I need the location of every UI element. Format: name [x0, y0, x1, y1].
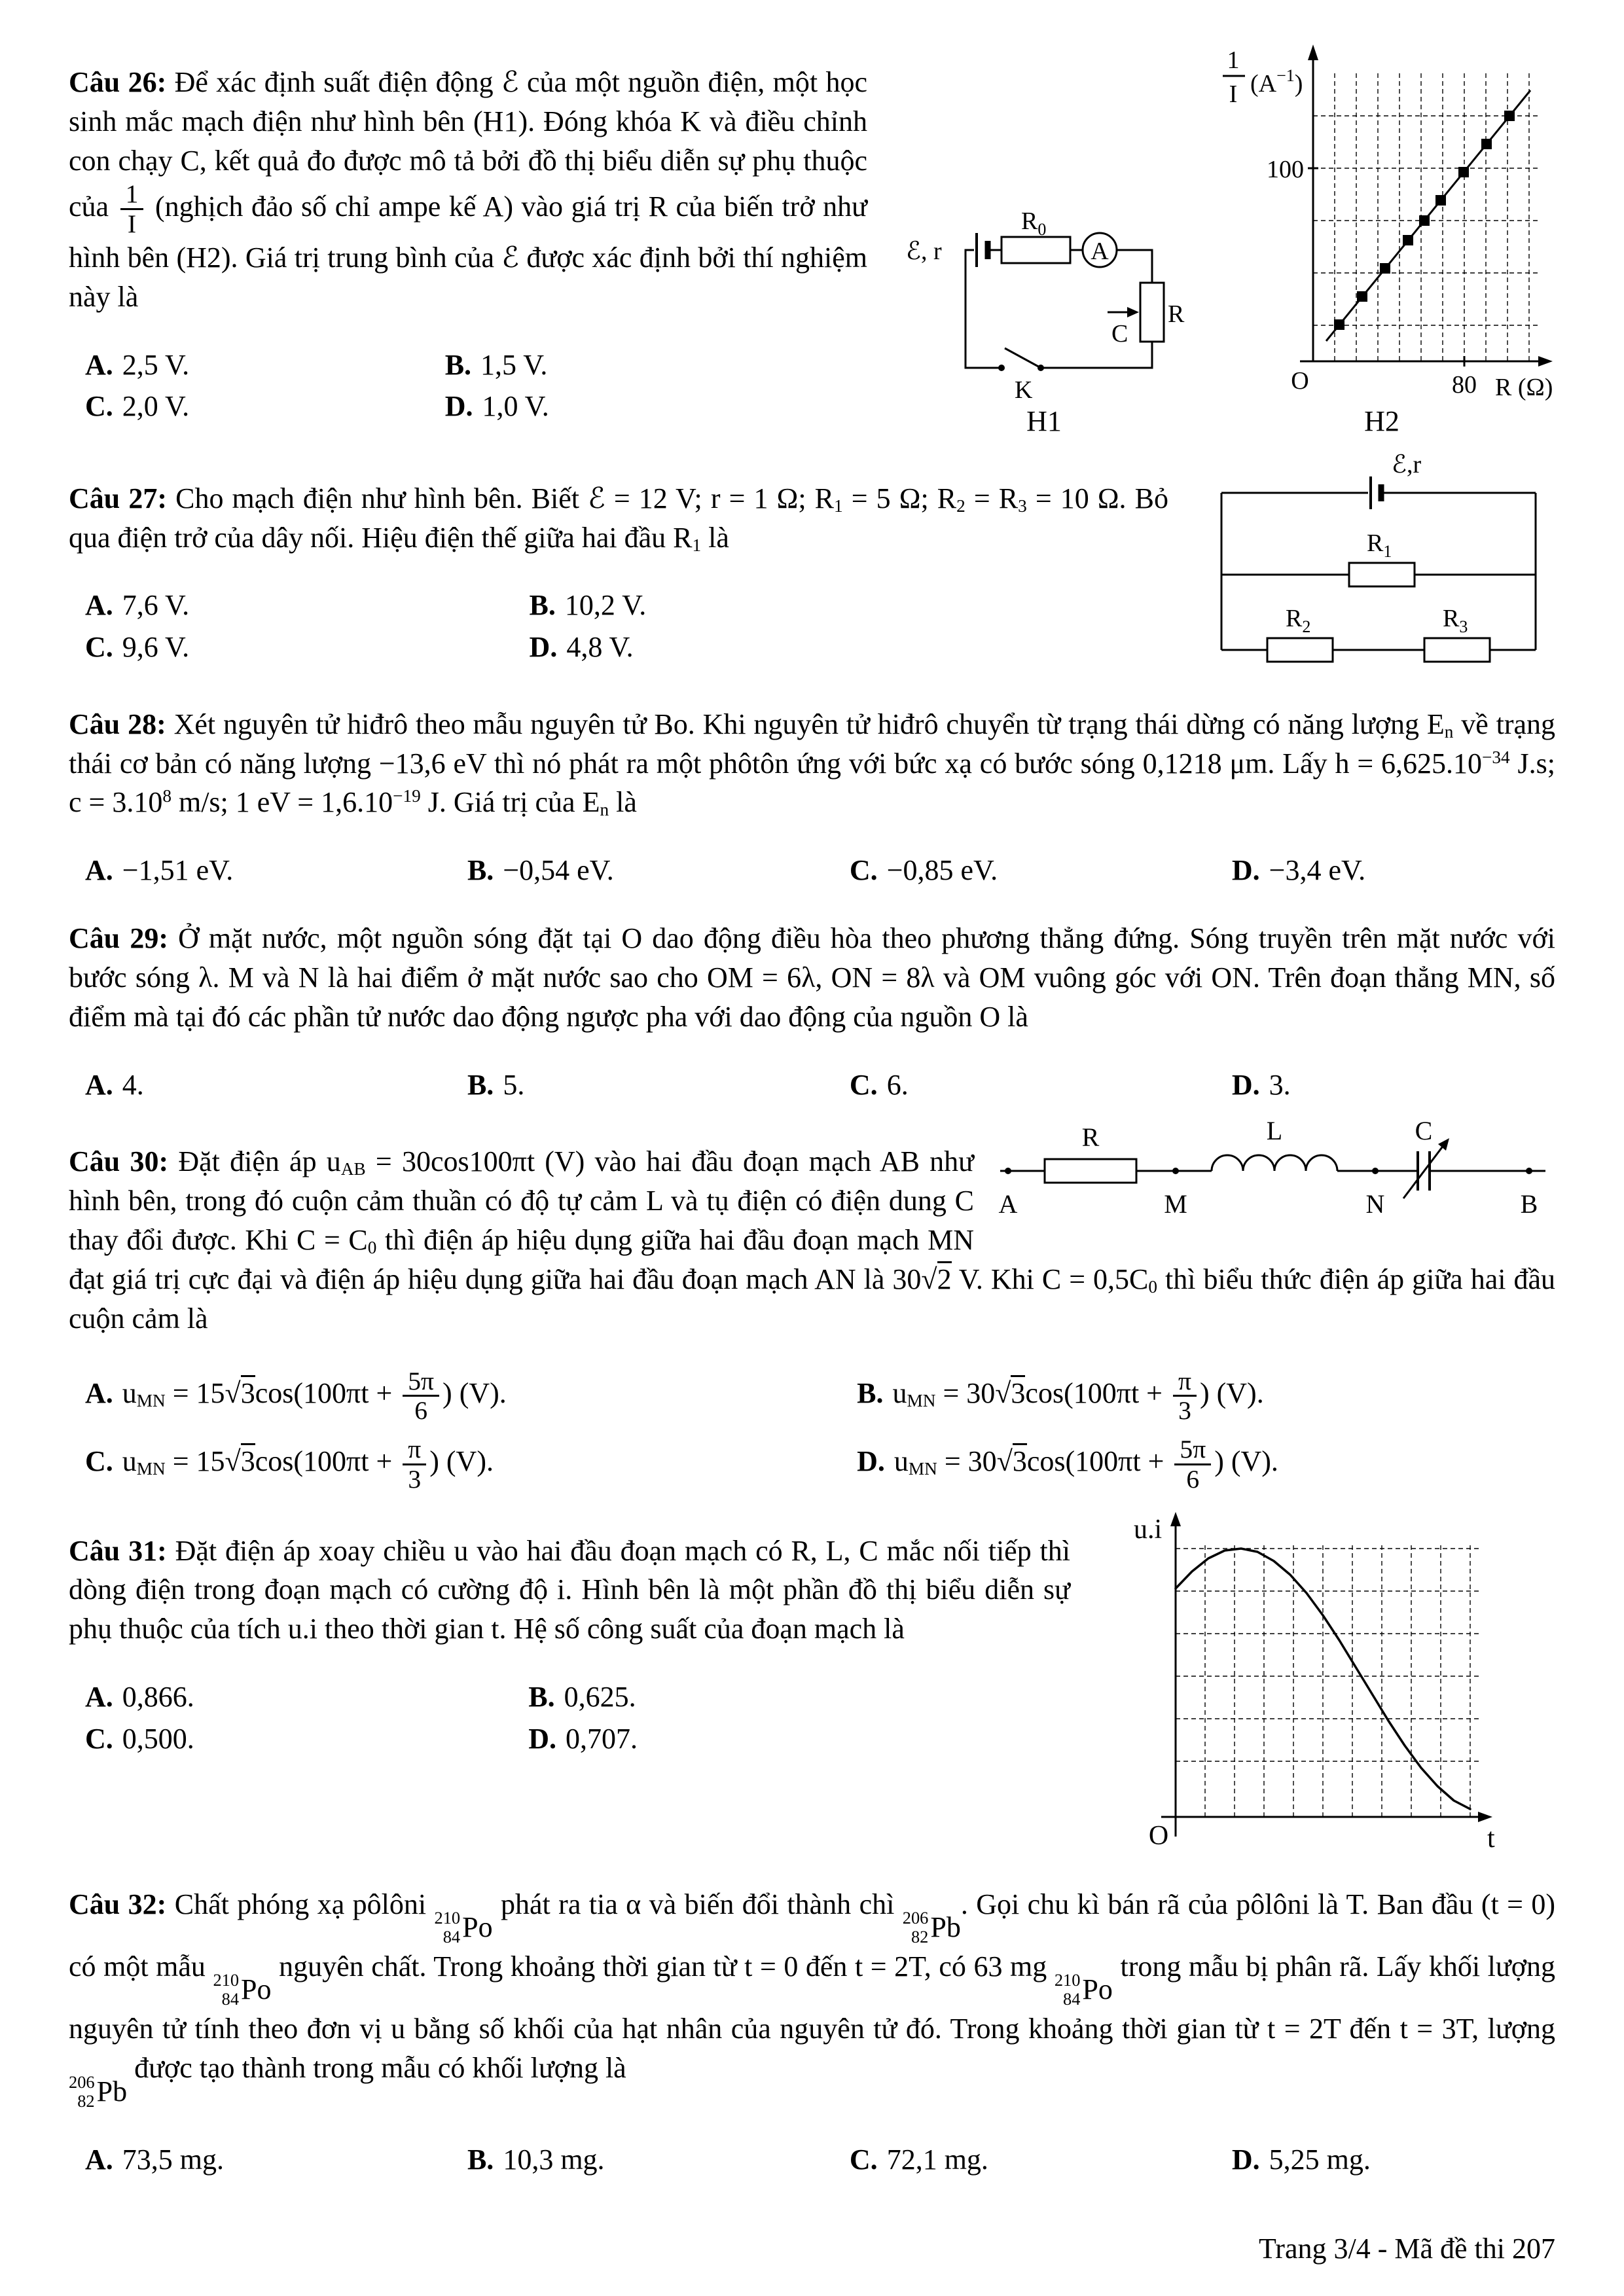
origin-label: O	[1148, 1820, 1168, 1851]
option-30-a	[85, 1367, 857, 1426]
question-26-body: Để xác định suất điện động ℰ của một nguồn điện, một học sinh mắc mạch điện như hình bên (H1). Đóng khóa K và điều chỉnh con chạy C, kết quả đo được mô tả bởi đồ thị biểu diễn sự phụ thuộc của $\frac{1}{I}$ (nghịch đảo số chỉ ampe kế A) vào giá trị R của biến trở như hình bên (H2). Giá trị trung bình của ℰ được xác định bởi thí nghiệm này là	[69, 66, 867, 313]
node-b-label: B	[1520, 1189, 1538, 1219]
question-31-label: Câu 31:	[69, 1534, 167, 1567]
question-28-text	[69, 705, 1555, 822]
question-26-options-row2	[69, 387, 867, 426]
option-value: −3,4 eV.	[1269, 854, 1366, 887]
option-value: −1,51 eV.	[122, 854, 234, 887]
option-value: $u_{MN} = 15√3\cos(100\pi t$ + $\frac{5\pi}{6}$ ) (V).	[122, 1366, 507, 1426]
option-letter: C.	[85, 1445, 113, 1478]
question-26-text	[69, 63, 867, 317]
q27-circuit-diagram	[1202, 450, 1555, 676]
option-28-a	[85, 851, 467, 890]
option-28-c	[850, 851, 1232, 890]
question-27-body: Cho mạch điện như hình bên. Biết ℰ = 12 V; r = 1 Ω; $R_1 = 5$ Ω; $R_2 = R_3 = 10$ Ω. Bỏ qua điện trở của dây nối. Hiệu điện thế giữa hai đầu $R_1$ là	[69, 482, 1168, 555]
circuit-wires	[965, 250, 1152, 368]
h1-circuit-diagram	[903, 204, 1185, 401]
option-value: 7,6 V.	[122, 589, 190, 622]
option-letter: B.	[467, 854, 494, 887]
option-letter: A.	[85, 854, 113, 887]
h2-graph	[1208, 34, 1555, 401]
question-28-label: Câu 28:	[69, 708, 166, 740]
option-30-c	[85, 1435, 857, 1494]
option-27-a	[85, 586, 530, 625]
option-value: 5.	[503, 1068, 525, 1101]
slider-arrow-icon	[1108, 307, 1139, 317]
battery-label: ℰ, r	[906, 238, 942, 265]
question-27-left	[69, 450, 1168, 667]
option-letter: D.	[1231, 2143, 1260, 2176]
option-letter: B.	[467, 2143, 494, 2176]
option-value: 72,1 mg.	[886, 2143, 988, 2176]
option-value: 10,2 V.	[564, 589, 647, 622]
resistor-r0-symbol	[1001, 237, 1070, 263]
rheostat-symbol	[1140, 283, 1164, 342]
option-27-d	[530, 628, 1168, 667]
option-letter: D.	[528, 1722, 557, 1755]
question-27-text	[69, 479, 1168, 558]
option-letter: B.	[444, 348, 472, 381]
option-29-c	[850, 1066, 1232, 1105]
option-26-a	[85, 346, 445, 385]
gridlines	[1176, 1545, 1480, 1817]
option-letter: A.	[85, 589, 113, 622]
y-axis-label: u.i	[1133, 1514, 1162, 1545]
option-letter: C.	[849, 854, 878, 887]
option-value: 1,5 V.	[480, 348, 548, 381]
resistor-r2-symbol	[1267, 638, 1333, 662]
rheostat-label: R	[1168, 300, 1185, 328]
option-letter: C.	[849, 1068, 878, 1101]
question-27-label: Câu 27:	[69, 482, 167, 514]
option-value: 3.	[1269, 1068, 1291, 1101]
y-axis-arrow	[1308, 45, 1318, 60]
x-axis-arrow	[1538, 356, 1553, 367]
option-27-b	[530, 586, 1168, 625]
axes	[1161, 1521, 1483, 1837]
option-32-d	[1232, 2140, 1555, 2179]
node-a-label: A	[998, 1189, 1018, 1219]
question-26-left	[69, 34, 867, 426]
option-letter: C.	[85, 390, 113, 423]
question-32-text	[69, 1885, 1555, 2111]
option-letter: D.	[1231, 854, 1260, 887]
option-28-d	[1232, 851, 1555, 890]
circuit-wires	[1221, 493, 1536, 650]
question-32-options	[69, 2140, 1555, 2179]
inductor-label: L	[1266, 1119, 1283, 1146]
battery-symbol	[977, 233, 988, 267]
question-31-body: Đặt điện áp xoay chiều u vào hai đầu đoạn mạch có R, L, C mắc nối tiếp thì dòng điện trong đoạn mạch có cường độ i. Hình bên là một phần đồ thị biểu diễn sự phụ thuộc của tích u.i theo thời gian t. Hệ số công suất của đoạn mạch là	[69, 1534, 1070, 1645]
inductor-symbol	[1212, 1155, 1337, 1171]
figure-h2	[1208, 34, 1555, 441]
option-value: 2,5 V.	[122, 348, 190, 381]
option-letter: C.	[85, 631, 113, 664]
option-letter: D.	[1231, 1068, 1260, 1101]
question-27-figure	[1168, 450, 1555, 676]
question-30-body: Đặt điện áp $u_{AB} = 30\cos 100\pi t$ (V) vào hai đầu đoạn mạch AB như hình bên, trong đó cuộn cảm thuần có độ tự cảm L và tụ điện có điện dung C thay đổi được. Khi $C = C_0$ thì điện áp hiệu dụng giữa hai đầu đoạn mạch MN đạt giá trị cực đại và điện áp hiệu dụng giữa hai đầu đoạn mạch AN là 30√2 V. Khi $C = 0,5C_0$ thì biểu thức điện áp giữa hai đầu cuộn cảm là	[69, 1145, 1555, 1335]
question-31-text	[69, 1532, 1070, 1649]
r2-label: $R_2$	[1286, 604, 1311, 636]
page-footer: Trang 3/4 - Mã đề thi 207	[1258, 2233, 1555, 2265]
option-letter: A.	[85, 1068, 113, 1101]
ammeter-label: A	[1091, 238, 1109, 265]
switch-label: K	[1015, 376, 1033, 401]
question-30-figure	[992, 1119, 1555, 1223]
option-31-c	[85, 1719, 528, 1759]
node-m-label: M	[1164, 1189, 1187, 1219]
question-30-options-row1	[69, 1367, 1555, 1426]
option-value: $u_{MN} = 15√3\cos(100\pi t$ + $\frac{\pi}{3}$ ) (V).	[122, 1435, 494, 1494]
option-30-d	[857, 1435, 1555, 1494]
option-26-c	[85, 387, 445, 426]
option-letter: C.	[85, 1722, 113, 1755]
question-27-options-row1	[69, 586, 1168, 625]
option-value: 0,866.	[122, 1681, 194, 1713]
option-letter: D.	[857, 1445, 885, 1478]
option-letter: D.	[444, 390, 473, 423]
option-letter: A.	[85, 348, 113, 381]
question-29-options	[69, 1066, 1555, 1105]
option-letter: A.	[85, 2143, 113, 2176]
x-axis-label: t	[1487, 1823, 1495, 1854]
question-27	[69, 450, 1555, 676]
option-value: 1,0 V.	[482, 390, 549, 423]
question-26-options-row1	[69, 346, 867, 385]
option-32-b	[467, 2140, 850, 2179]
question-29	[69, 919, 1555, 1104]
question-30-options-row2	[69, 1435, 1555, 1494]
x-tick-80: 80	[1452, 371, 1477, 399]
q31-power-graph	[1117, 1503, 1509, 1856]
question-28	[69, 705, 1555, 890]
switch-symbol	[998, 348, 1044, 371]
option-value: 6.	[886, 1068, 909, 1101]
option-29-a	[85, 1066, 467, 1105]
question-32	[69, 1885, 1555, 2179]
option-value: −0,85 eV.	[886, 854, 998, 887]
option-value: $u_{MN} = 30√3\cos(100\pi t$ + $\frac{5\pi}{6}$ ) (V).	[893, 1435, 1278, 1494]
resistor-r3-symbol	[1424, 638, 1490, 662]
option-value: −0,54 eV.	[503, 854, 614, 887]
question-29-text	[69, 919, 1555, 1036]
option-29-b	[467, 1066, 850, 1105]
option-letter: C.	[849, 2143, 878, 2176]
question-31-options-row2	[69, 1719, 1070, 1759]
question-31-left	[69, 1503, 1070, 1759]
question-27-options-row2	[69, 628, 1168, 667]
question-26-figures	[867, 34, 1555, 441]
question-29-body: Ở mặt nước, một nguồn sóng đặt tại O dao động điều hòa theo phương thẳng đứng. Sóng truyền trên mặt nước với bước sóng λ. M và N là hai điểm ở mặt nước sao cho OM = 6λ, ON = 8λ và OM vuông góc với ON. Trên đoạn thẳng MN, số điểm mà tại đó các phần tử nước dao động ngược pha với dao động của nguồn O là	[69, 922, 1555, 1033]
y-label-denominator: I	[1229, 81, 1238, 108]
question-32-body: Chất phóng xạ pôlôni 210 84 Po phát ra tia α và biến đổi thành chì 206 82 Pb . Gọi chu kì bán rã của pôlôni là T. Ban đầu (t = 0) có một mẫu 210 84 Po nguyên chất. Trong khoảng thời gian từ t = 0 đến t = 2T, có 63 mg 210 84 Po trong mẫu bị phân rã. Lấy khối lượng nguyên tử tính theo đơn vị u bằng số khối của hạt nhân của nguyên tử đó. Trong khoảng thời gian từ t = 2T đến t = 3T, lượng 206 82 Pb được tạo thành trong mẫu có khối lượng là	[69, 1888, 1555, 2111]
resistor-r1-symbol	[1349, 563, 1415, 586]
r3-label: $R_3$	[1443, 604, 1468, 636]
y-label-unit: $(A^{-1})$	[1250, 66, 1303, 98]
option-value: 0,625.	[564, 1681, 636, 1713]
battery-symbol	[1371, 476, 1381, 509]
q30-circuit-diagram	[992, 1119, 1555, 1223]
resistor-label: R	[1081, 1122, 1100, 1153]
capacitor-label: C	[1415, 1119, 1433, 1146]
option-letter: B.	[467, 1068, 494, 1101]
option-letter: D.	[529, 631, 558, 664]
question-28-body: Xét nguyên tử hiđrô theo mẫu nguyên tử Bo. Khi nguyên tử hiđrô chuyển từ trạng thái dừng có năng lượng $E_n$ về trạng thái cơ bản có năng lượng −13,6 eV thì nó phát ra một phôtôn ứng với bức xạ có bước sóng 0,1218 μm. Lấy $h = 6,625.10^{-34}$ J.s; $c = 3.10^8$ m/s; 1 eV = $1,6.10^{-19}$ J. Giá trị của $E_n$ là	[69, 708, 1556, 820]
option-letter: B.	[857, 1376, 884, 1409]
circuit-wires	[1000, 1155, 1545, 1171]
question-28-options	[69, 851, 1555, 890]
resistor-symbol	[1045, 1159, 1136, 1183]
figure-h2-caption: H2	[1364, 405, 1399, 437]
option-value: 2,0 V.	[122, 390, 190, 423]
y-axis-arrow	[1170, 1512, 1181, 1526]
option-27-c	[85, 628, 530, 667]
question-26-label: Câu 26:	[69, 66, 167, 98]
option-31-b	[528, 1677, 1070, 1717]
question-29-label: Câu 29:	[69, 922, 168, 955]
question-30-label: Câu 30:	[69, 1145, 169, 1178]
option-26-b	[445, 346, 867, 385]
option-29-d	[1232, 1066, 1555, 1105]
question-31-figure	[1070, 1503, 1555, 1856]
question-32-label: Câu 32:	[69, 1888, 167, 1920]
r0-label: $R_0$	[1021, 207, 1047, 239]
question-30	[69, 1113, 1555, 1493]
x-axis-label: R (Ω)	[1495, 374, 1553, 401]
r1-label: $R_1$	[1367, 529, 1392, 561]
option-value: $u_{MN} = 30√3\cos(100\pi t$ + $\frac{\pi}{3}$ ) (V).	[892, 1366, 1264, 1426]
question-26	[69, 34, 1555, 441]
option-value: 9,6 V.	[122, 631, 190, 664]
option-value: 4.	[122, 1068, 144, 1101]
x-axis-arrow	[1478, 1812, 1492, 1822]
question-31	[69, 1503, 1555, 1856]
option-28-b	[467, 851, 850, 890]
origin-label: O	[1291, 367, 1309, 395]
option-value: 5,25 mg.	[1269, 2143, 1371, 2176]
option-letter: B.	[528, 1681, 555, 1713]
option-value: 0,500.	[122, 1722, 194, 1755]
option-value: 10,3 mg.	[503, 2143, 605, 2176]
option-30-b	[857, 1367, 1555, 1426]
battery-label: ℰ,r	[1392, 450, 1422, 478]
figure-h1	[903, 204, 1185, 441]
option-letter: A.	[85, 1681, 113, 1713]
option-value: 73,5 mg.	[122, 2143, 225, 2176]
option-value: 0,707.	[566, 1722, 638, 1755]
option-32-a	[85, 2140, 467, 2179]
y-label-numerator: 1	[1227, 46, 1240, 74]
figure-h1-caption: H1	[1026, 405, 1062, 437]
option-32-c	[850, 2140, 1232, 2179]
option-value: 4,8 V.	[566, 631, 634, 664]
node-n-label: N	[1365, 1189, 1385, 1219]
option-31-d	[528, 1719, 1070, 1759]
question-31-options-row1	[69, 1677, 1070, 1717]
slider-label: C	[1111, 320, 1128, 348]
y-tick-100: 100	[1267, 156, 1304, 183]
option-letter: A.	[85, 1376, 113, 1409]
option-31-a	[85, 1677, 528, 1717]
option-letter: B.	[529, 589, 556, 622]
option-26-d	[445, 387, 867, 426]
variable-arrow-icon	[1403, 1138, 1449, 1198]
